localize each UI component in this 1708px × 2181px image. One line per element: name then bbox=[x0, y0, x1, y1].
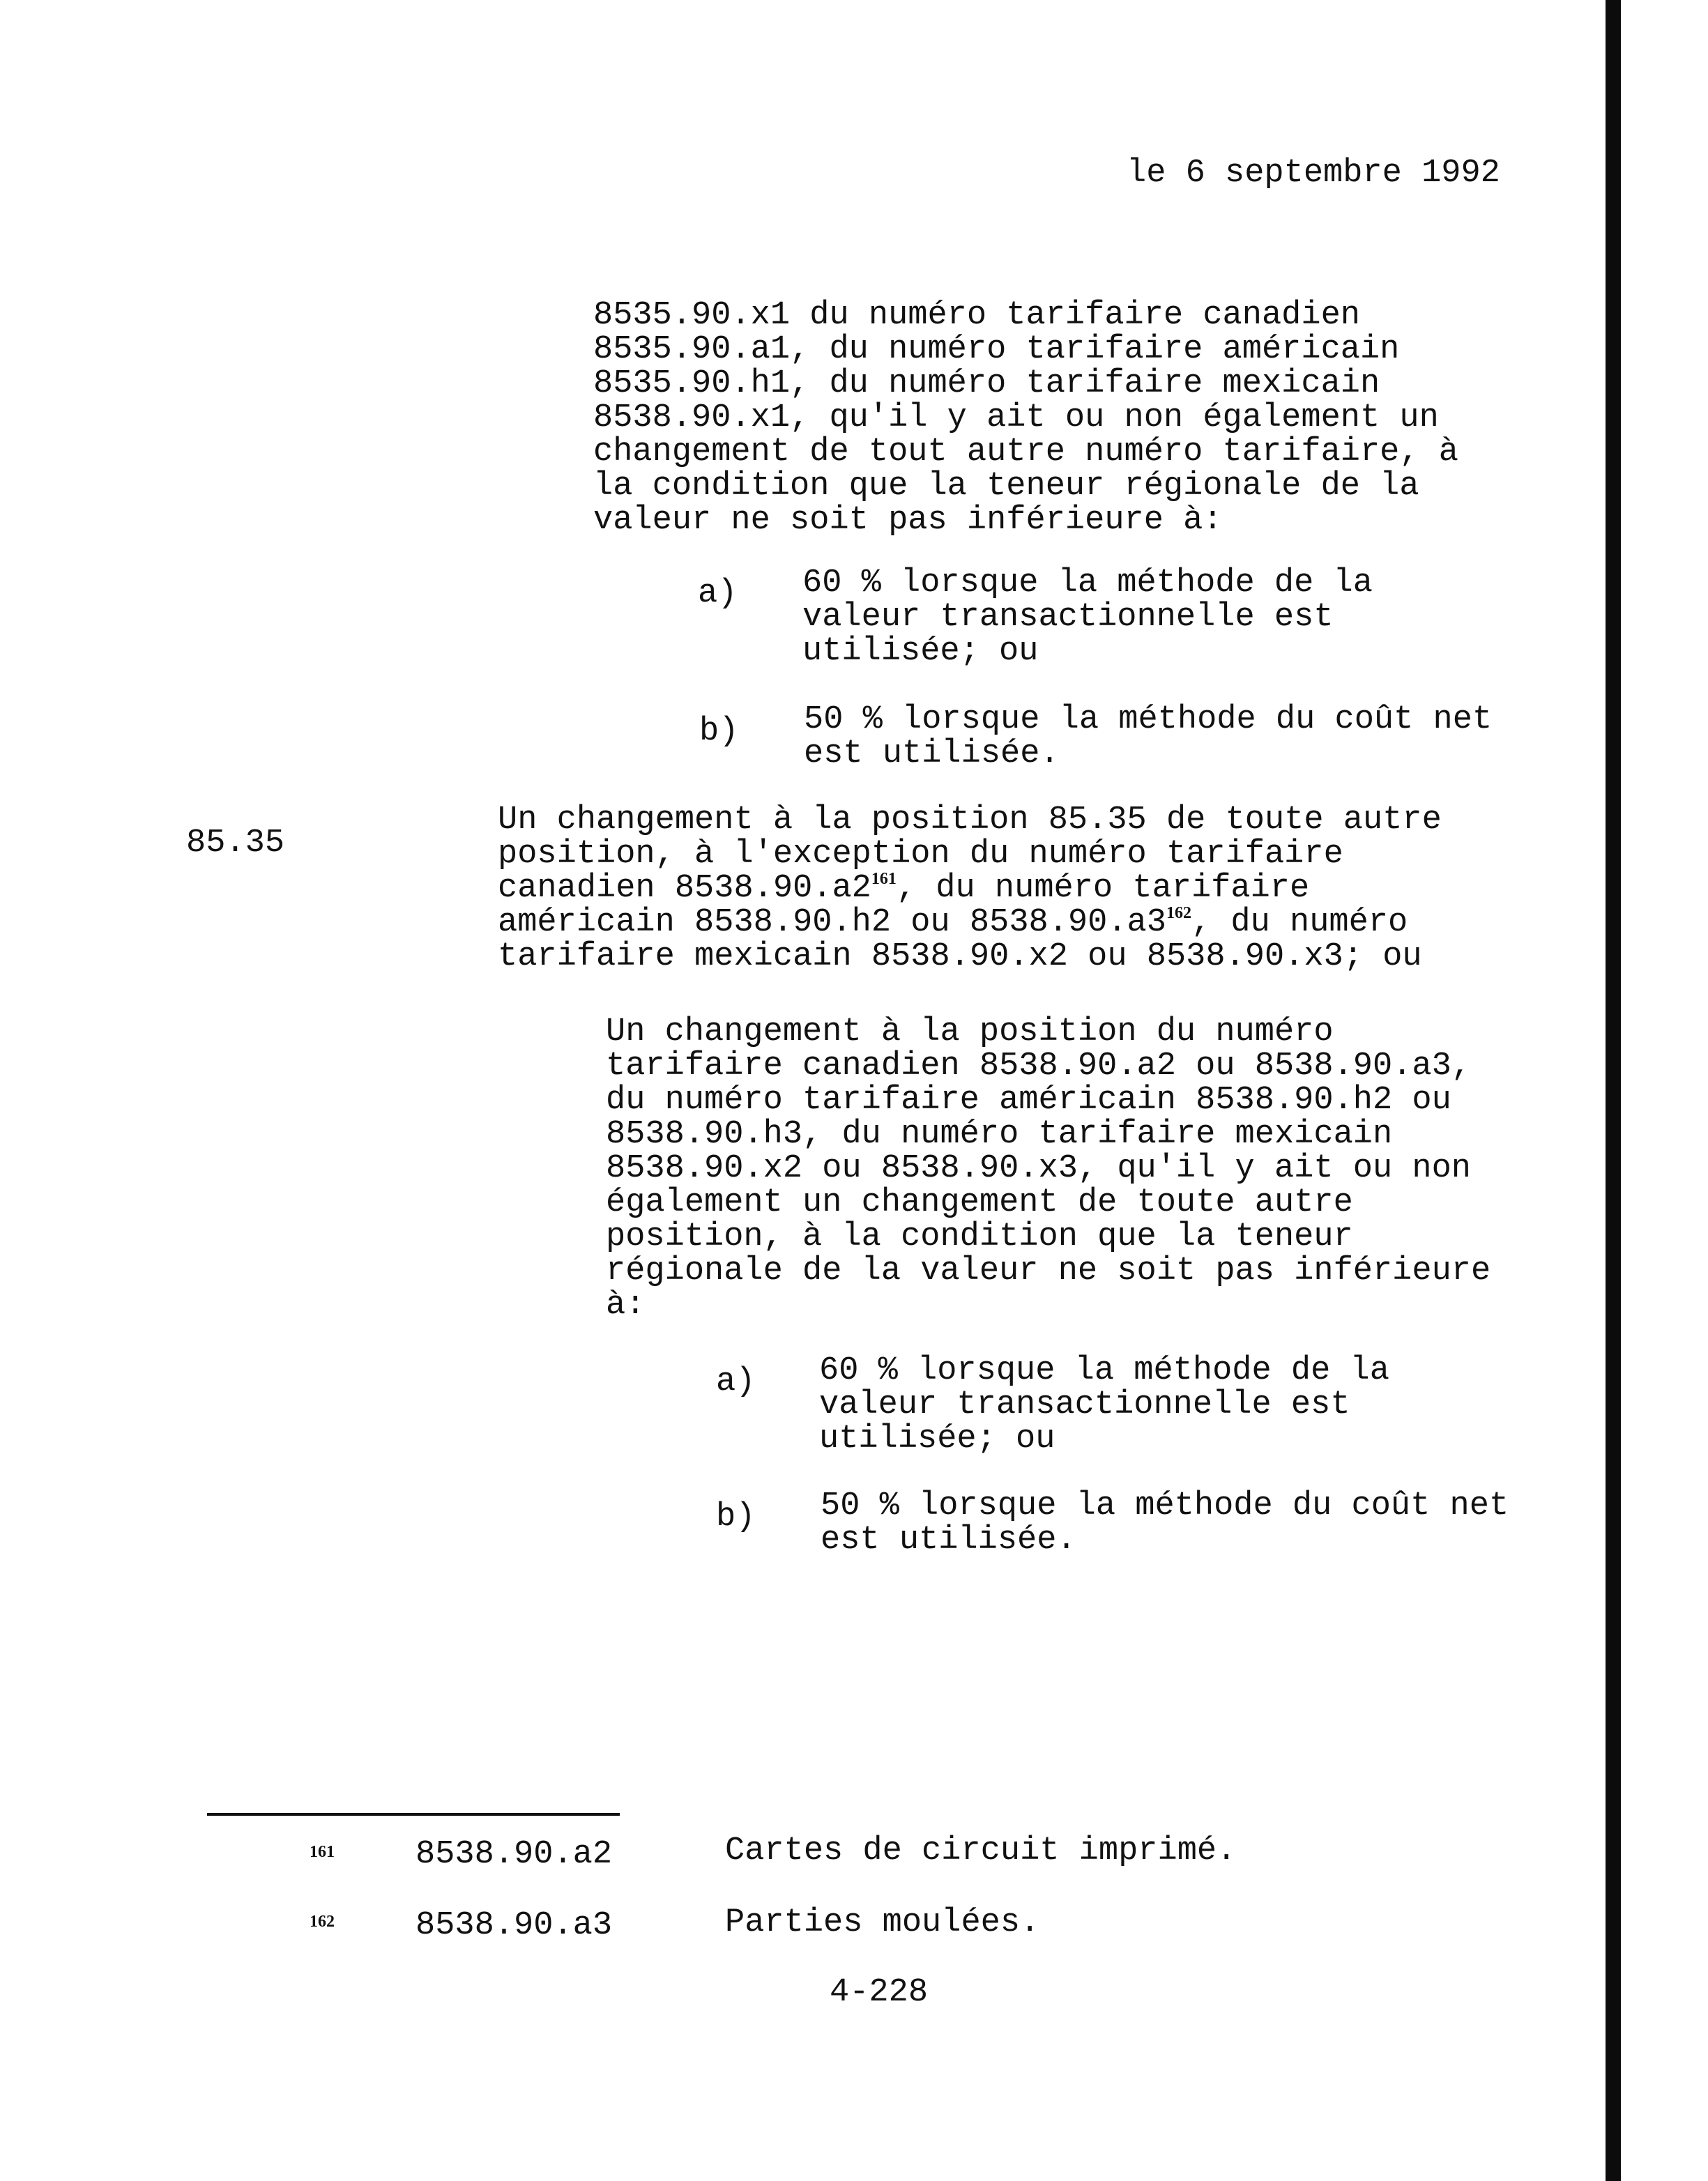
footnote-ref: 162 bbox=[1166, 904, 1191, 922]
list-item-text bbox=[804, 703, 1492, 771]
text-line: 60 % lorsque la méthode de la bbox=[819, 1352, 1389, 1389]
text-line: régionale de la valeur ne soit pas inférieure bbox=[606, 1253, 1491, 1290]
text-line: valeur ne soit pas inférieure à: bbox=[593, 502, 1223, 539]
text-line: 8535.90.a1, du numéro tarifaire américain bbox=[593, 331, 1400, 368]
list-item-text bbox=[802, 566, 1373, 668]
text-line: la condition que la teneur régionale de la bbox=[593, 468, 1419, 505]
text-line: 8538.90.h3, du numéro tarifaire mexicain bbox=[606, 1116, 1393, 1153]
footnote-code: 8538.90.a2 bbox=[415, 1836, 613, 1873]
text-line: à: bbox=[606, 1287, 646, 1324]
text-line: tarifaire mexicain 8538.90.x2 ou 8538.90.x3; ou bbox=[498, 938, 1422, 975]
text-line: également un changement de toute autre bbox=[606, 1184, 1353, 1221]
rule-paragraph bbox=[606, 1015, 1490, 1322]
page-number: 4-228 bbox=[830, 1974, 929, 2011]
list-marker: a) bbox=[716, 1363, 756, 1400]
list-marker: b) bbox=[716, 1499, 756, 1536]
text-line: 60 % lorsque la méthode de la bbox=[802, 565, 1373, 602]
text-line: du numéro tarifaire américain 8538.90.h2 ou bbox=[606, 1082, 1451, 1119]
text-line: Un changement à la position 85.35 de toute autre bbox=[498, 802, 1442, 839]
list-item-text bbox=[819, 1354, 1389, 1456]
document-date: le 6 septembre 1992 bbox=[1127, 155, 1500, 192]
footnote-text: Parties moulées. bbox=[725, 1904, 1040, 1941]
text-line: 50 % lorsque la méthode du coût net bbox=[804, 701, 1493, 738]
text-line: Un changement à la position du numéro bbox=[606, 1013, 1334, 1050]
text-line: position, à l'exception du numéro tarifaire bbox=[498, 836, 1343, 873]
text-line: 8538.90.x1, qu'il y ait ou non également un bbox=[593, 399, 1439, 436]
text-line: valeur transactionnelle est bbox=[819, 1386, 1350, 1423]
continuation-paragraph bbox=[593, 298, 1458, 537]
text-line: canadien $8538.90.a2^{161}$, du numéro tarifaire bbox=[498, 870, 1310, 907]
list-item-text bbox=[821, 1489, 1509, 1557]
text-line: changement de tout autre numéro tarifaire, à bbox=[593, 434, 1459, 470]
text-line: 50 % lorsque la méthode du coût net bbox=[821, 1487, 1509, 1524]
page-edge-border bbox=[1606, 0, 1621, 2181]
footnote-number: 162 bbox=[310, 1913, 335, 1931]
text-line: position, à la condition que la teneur bbox=[606, 1218, 1353, 1255]
footnote-text: Cartes de circuit imprimé. bbox=[725, 1832, 1237, 1869]
text-line: valeur transactionnelle est bbox=[802, 599, 1334, 636]
text-line: 8535.90.h1, du numéro tarifaire mexicain bbox=[593, 365, 1380, 402]
footnote-separator bbox=[207, 1813, 620, 1816]
text-line: utilisée; ou bbox=[819, 1421, 1055, 1457]
footnote-code: 8538.90.a3 bbox=[415, 1907, 613, 1944]
text-line: est utilisée. bbox=[804, 735, 1060, 772]
list-marker: a) bbox=[698, 575, 738, 612]
text-line: 8538.90.x2 ou 8538.90.x3, qu'il y ait ou non bbox=[606, 1150, 1472, 1187]
text-line: 8535.90.x1 du numéro tarifaire canadien bbox=[593, 297, 1360, 334]
heading-number: 85.35 bbox=[186, 825, 285, 862]
text-line: américain 8538.90.h2 ou $8538.90.a3^{162}$, du numéro bbox=[498, 904, 1408, 941]
heading-rule-text bbox=[498, 803, 1442, 974]
footnote-ref: 161 bbox=[871, 870, 897, 888]
text-line: tarifaire canadien 8538.90.a2 ou 8538.90.a3, bbox=[606, 1048, 1472, 1085]
footnote-number: 161 bbox=[310, 1843, 335, 1861]
text-line: est utilisée. bbox=[821, 1522, 1076, 1559]
text-line: utilisée; ou bbox=[802, 633, 1039, 670]
list-marker: b) bbox=[699, 713, 739, 750]
